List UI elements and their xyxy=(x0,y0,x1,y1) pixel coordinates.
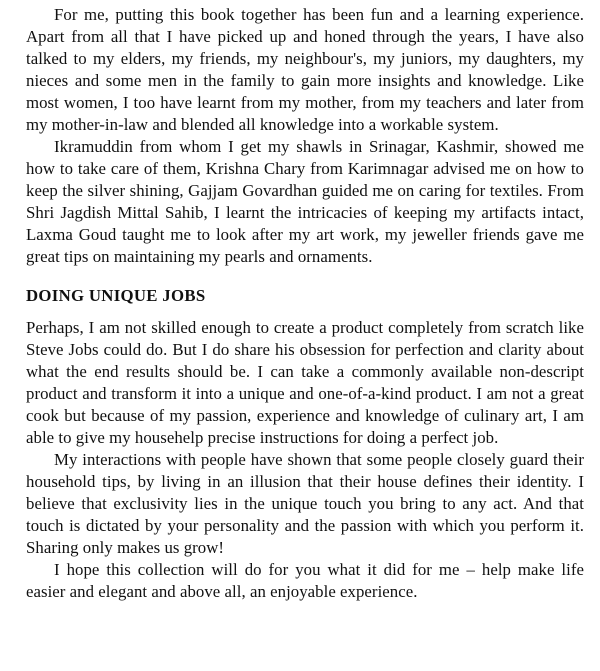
interactions-paragraph: My interactions with people have shown that some people closely guard their household tips, by living in an illusion that their house defines their identity. I believe that exclusivity lies in the unique touch you bring to any act. And that touch is dictated by your personality and the passion with which you perform it. Sharing only makes us grow! xyxy=(26,450,584,557)
section-heading: DOING UNIQUE JOBS xyxy=(26,286,206,305)
acknowledgements-paragraph: Ikramuddin from whom I get my shawls in Srinagar, Kashmir, showed me how to take care of them, Krishna Chary from Karimnagar advised me on how to keep the silver shining, Gajjam Govardhan guided me on caring for textiles. From Shri Jagdish Mittal Sahib, I learnt the intricacies of keeping my artifacts intact, Laxma Goud taught me to look after my art work, my jeweller friends gave me great tips on maintaining my pearls and ornaments. xyxy=(26,137,584,266)
unique-jobs-paragraph: Perhaps, I am not skilled enough to create a product completely from scratch like Steve Jobs could do. But I do share his obsession for perfection and clarity about what the end results should be. I can take a commonly available non-descript product and transform it into a unique and one-of-a-kind product. I am not a great cook but because of my passion, experience and knowledge of culinary art, I am able to give my househelp precise instructions for doing a perfect job. xyxy=(26,318,584,447)
intro-paragraph: For me, putting this book together has been fun and a learning experience. Apart from all that I have picked up and honed through the years, I have also talked to my elders, my friends, my neighbour's, my juniors, my daughters, my nieces and some men in the family to gain more insights and knowledge. Like most women, I too have learnt from my mother, from my teachers and later from my mother-in-law and blended all knowledge into a workable system. xyxy=(26,5,584,134)
closing-paragraph: I hope this collection will do for you what it did for me – help make life easier and elegant and above all, an enjoyable experience. xyxy=(26,560,584,601)
